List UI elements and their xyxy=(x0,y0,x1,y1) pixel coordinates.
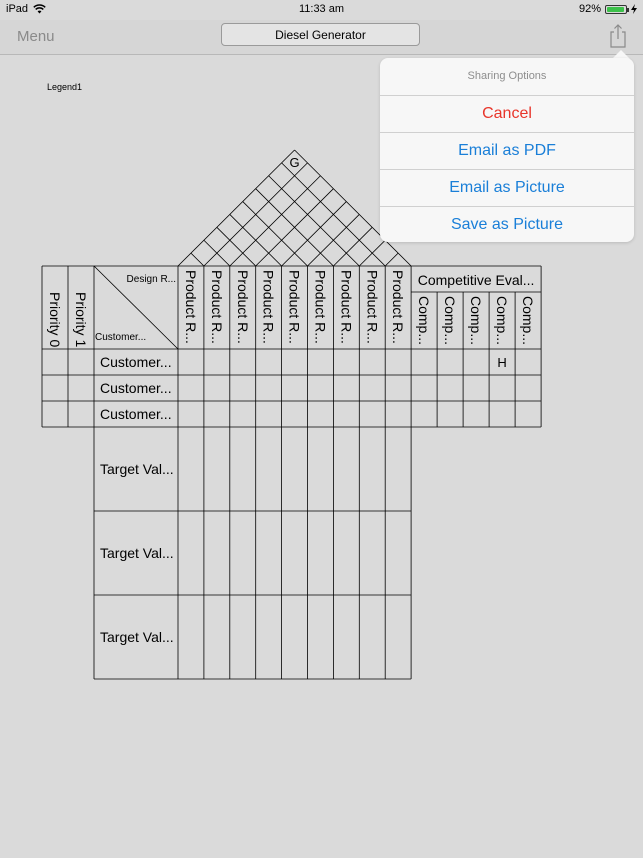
competitor-label: Comp... xyxy=(468,296,485,346)
roof-line xyxy=(230,176,321,266)
design-requirement-label: Product R... xyxy=(338,270,355,344)
target-value-label: Target Val... xyxy=(100,545,174,561)
roof-line xyxy=(243,202,308,266)
design-requirements-header: Design R... xyxy=(126,274,176,285)
customer-requirement-label: Customer... xyxy=(100,354,172,370)
sharing-options-popover xyxy=(380,58,634,242)
legend-label: Legend1 xyxy=(47,82,83,92)
design-requirement-label: Product R... xyxy=(390,270,407,344)
competitor-label: Comp... xyxy=(416,296,433,346)
roof-line xyxy=(282,202,347,266)
battery-percent: 92% xyxy=(578,3,601,15)
popover-title: Sharing Options xyxy=(380,58,634,96)
competitive-evaluation-header: Competitive Eval... xyxy=(417,272,535,288)
competitor-label: Comp... xyxy=(494,296,511,346)
rating-mark: H xyxy=(497,355,507,370)
priority-label: Priority 0 xyxy=(47,292,63,348)
design-requirement-label: Product R... xyxy=(234,270,251,344)
target-value-label: Target Val... xyxy=(100,461,174,477)
customer-requirements-header: Customer... xyxy=(95,332,147,343)
priority-label: Priority 1 xyxy=(73,292,89,348)
menu-button[interactable]: Menu xyxy=(17,28,55,45)
competitor-label: Comp... xyxy=(442,296,459,346)
design-requirement-label: Product R... xyxy=(208,270,225,344)
design-requirement-label: Product R... xyxy=(182,270,199,344)
customer-requirement-label: Customer... xyxy=(100,380,172,396)
email-as-pdf-button[interactable]: Email as PDF xyxy=(380,133,634,170)
roof-line xyxy=(217,227,256,266)
customer-requirement-label: Customer... xyxy=(100,406,172,422)
device-label: iPad xyxy=(6,3,29,15)
document-title[interactable]: Diesel Generator xyxy=(221,23,420,46)
email-as-picture-button[interactable]: Email as Picture xyxy=(380,170,634,207)
roof-label: G xyxy=(289,155,300,170)
roof-line xyxy=(385,253,398,266)
target-value-label: Target Val... xyxy=(100,629,174,645)
clock: 11:33 am xyxy=(298,3,345,15)
save-as-picture-button[interactable]: Save as Picture xyxy=(450,216,564,233)
design-requirement-label: Product R... xyxy=(286,270,303,344)
competitor-label: Comp... xyxy=(520,296,537,346)
roof-line xyxy=(178,150,295,266)
design-requirement-label: Product R... xyxy=(312,270,329,344)
roof-line xyxy=(269,176,360,266)
design-requirement-label: Product R... xyxy=(364,270,381,344)
design-requirement-label: Product R... xyxy=(260,270,277,344)
roof-line xyxy=(333,227,372,266)
roof-line xyxy=(191,253,204,266)
cancel-button[interactable]: Cancel xyxy=(380,96,634,133)
